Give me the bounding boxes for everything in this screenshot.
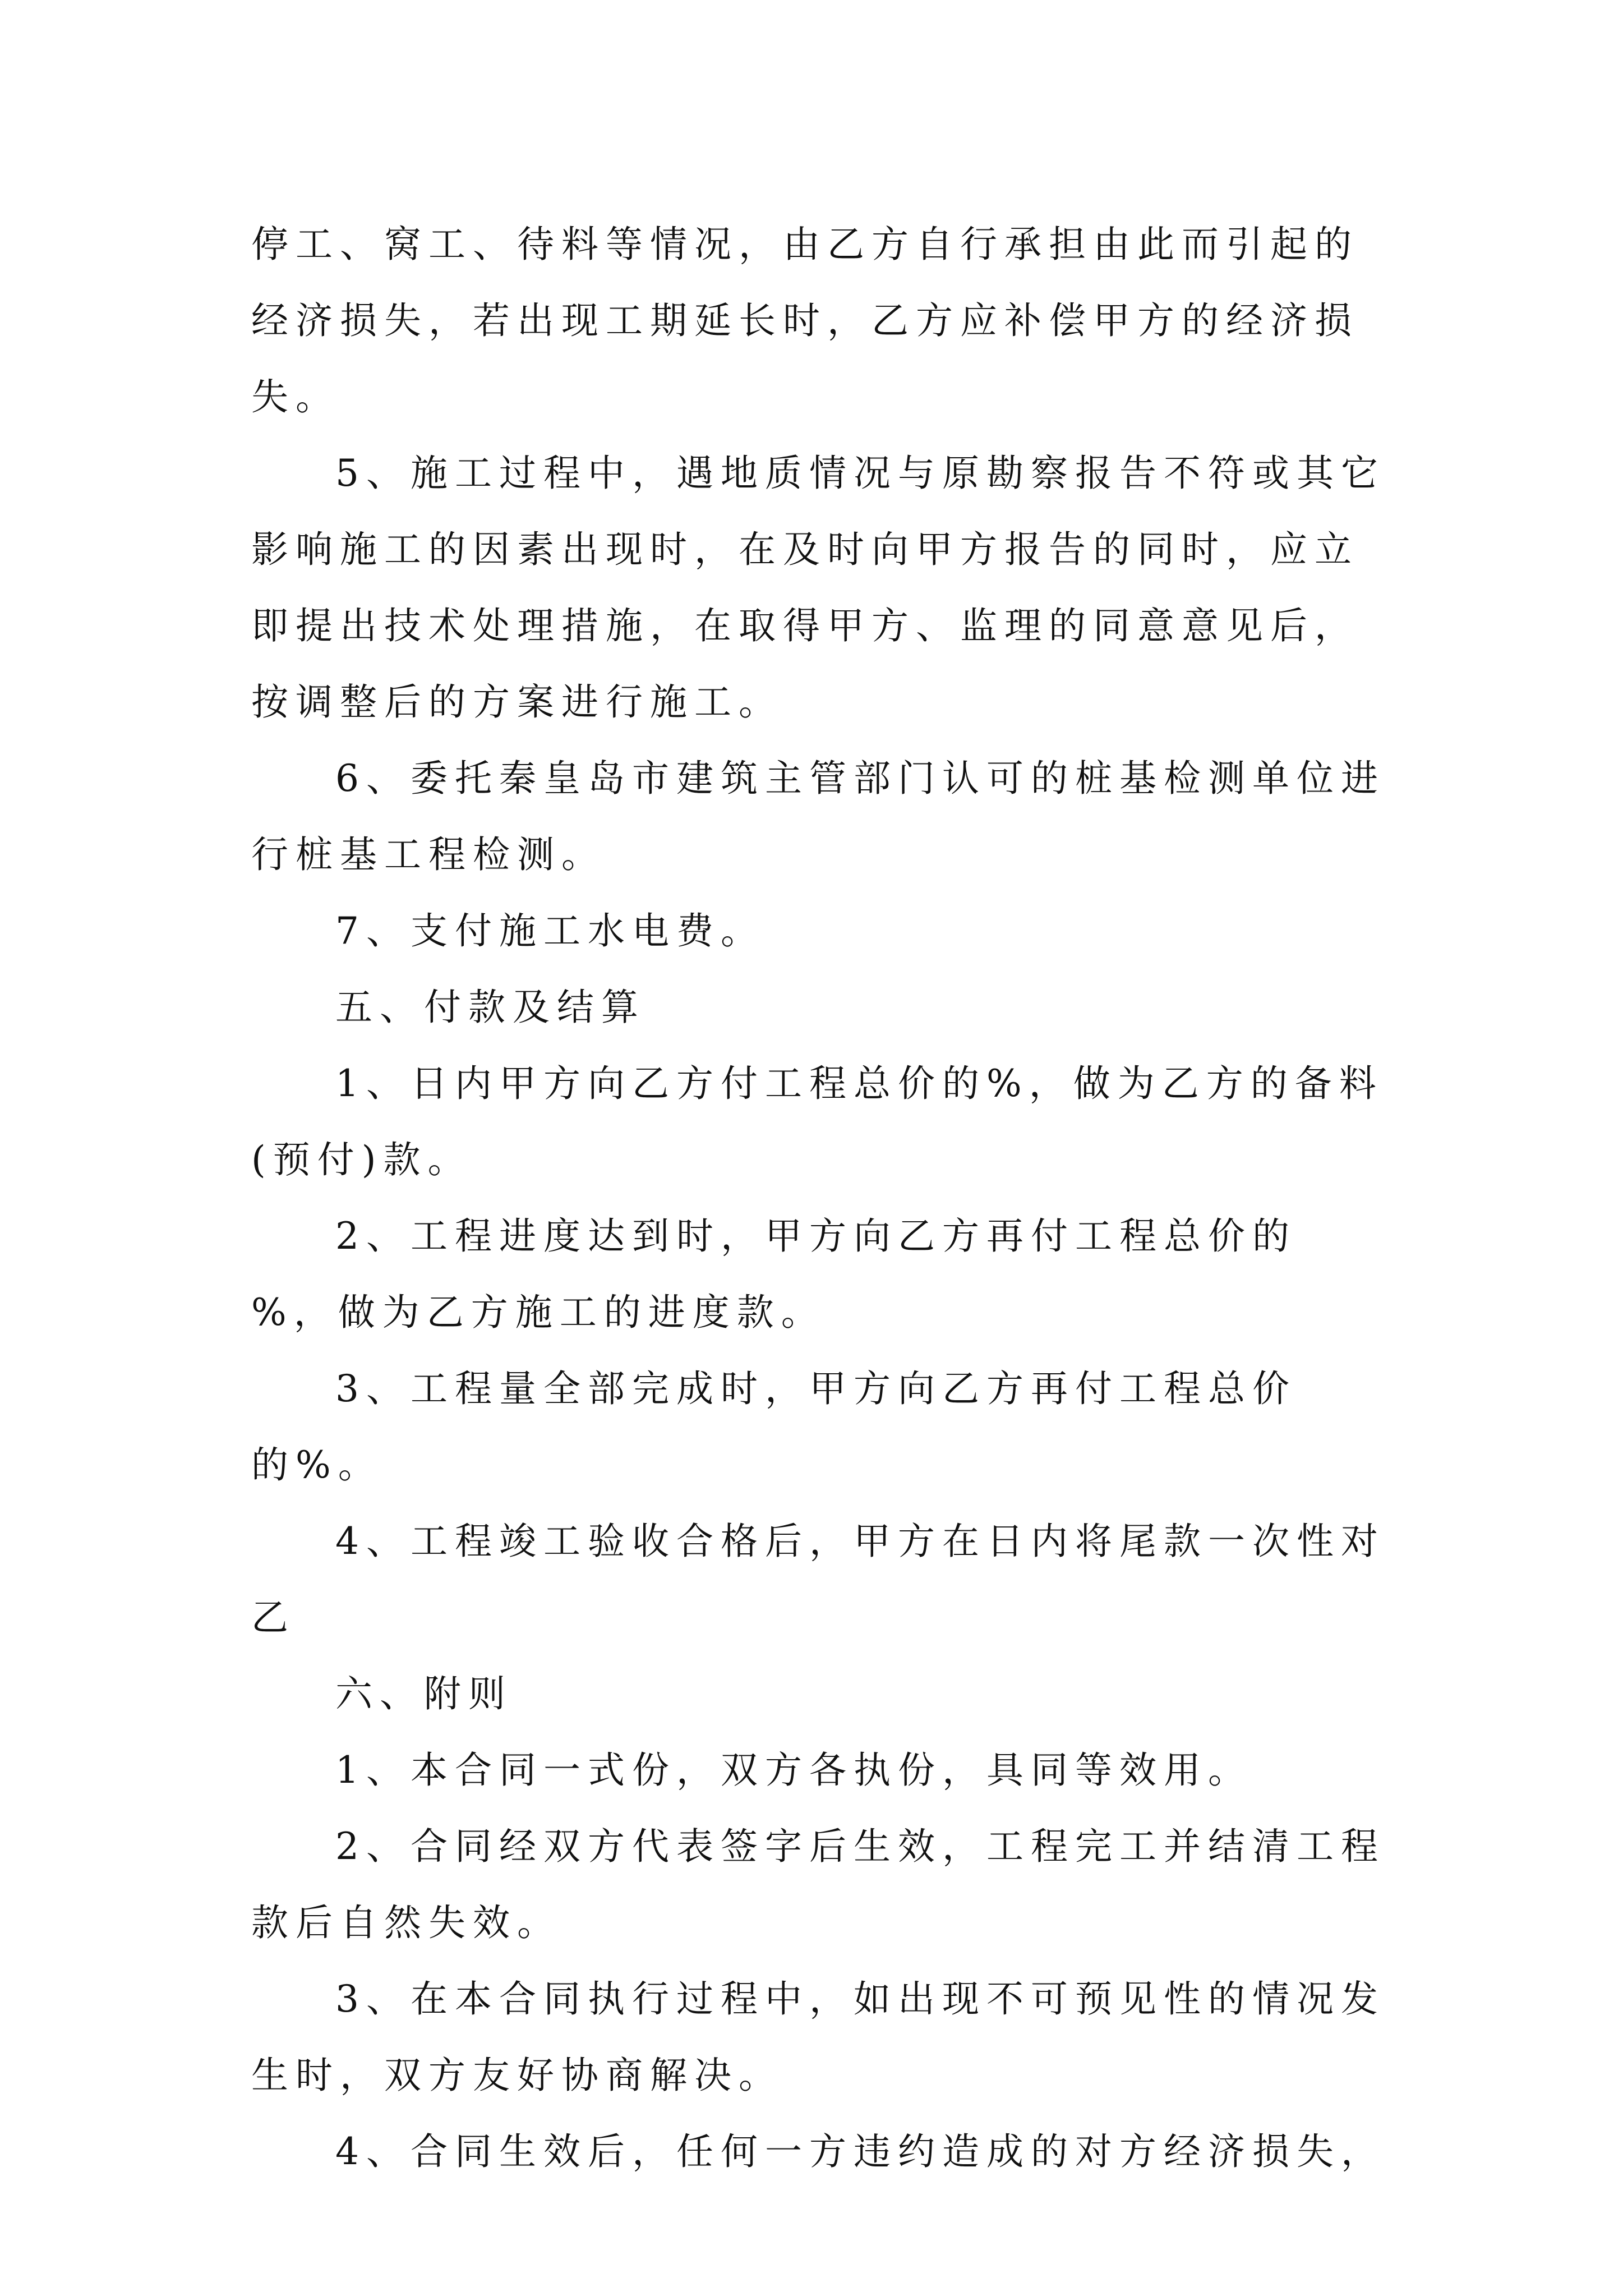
paragraph-item-6: 6、委托秦皇岛市建筑主管部门认可的桩基检测单位进行桩基工程检测。 — [251, 757, 1385, 876]
paragraph-rule-2: 2、合同经双方代表签字后生效，工程完工并结清工程款后自然失效。 — [251, 1825, 1385, 1944]
paragraph-item-7: 7、支付施工水电费。 — [335, 909, 765, 953]
paragraph-item-5: 5、施工过程中，遇地质情况与原勘察报告不符或其它影响施工的因素出现时，在及时向甲方报告的同时，应立即提出技术处理措施，在取得甲方、监理的同意意见后，按调整后的方案进行施工。 — [251, 452, 1385, 724]
paragraph-payment-2: 2、工程进度达到时，甲方向乙方再付工程总价的 %，做为乙方施工的进度款。 — [251, 1214, 1297, 1334]
paragraph-payment-4: 4、工程竣工验收合格后，甲方在日内将尾款一次性对乙 — [251, 1520, 1385, 1639]
paragraph-payment-3: 3、工程量全部完成时，甲方向乙方再付工程总价的%。 — [251, 1367, 1297, 1487]
document-body — [251, 206, 1390, 2190]
paragraph-payment-1: 1、日内甲方向乙方付工程总价的%，做为乙方的备料(预付)款。 — [251, 1062, 1384, 1181]
paragraph-rule-3: 3、在本合同执行过程中，如出现不可预见性的情况发生时，双方友好协商解决。 — [251, 1977, 1385, 2097]
paragraph-rule-1: 1、本合同一式份，双方各执份，具同等效用。 — [335, 1749, 1252, 1792]
section-heading-appendix: 六、附则 — [335, 1672, 513, 1715]
paragraph-continuation: 停工、窝工、待料等情况，由乙方自行承担由此而引起的经济损失，若出现工期延长时，乙方应补偿甲方的经济损失。 — [251, 223, 1359, 418]
section-heading-payment: 五、付款及结算 — [335, 986, 645, 1029]
paragraph-rule-4: 4、合同生效后，任何一方违约造成的对方经济损失， — [335, 2130, 1385, 2173]
